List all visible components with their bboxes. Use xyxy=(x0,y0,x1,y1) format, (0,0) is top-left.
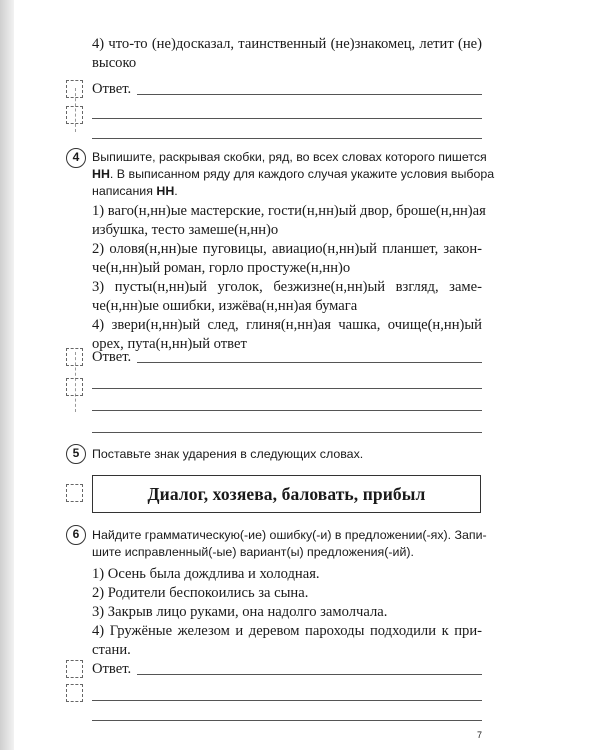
task6-instruction-line2: шите исправленный(-ые) вариант(ы) предложения(-ий). xyxy=(92,545,414,559)
task6-sentence: стани. xyxy=(92,642,131,658)
score-box[interactable] xyxy=(66,348,83,366)
task4-instruction-line1: Выпишите, раскрывая скобки, ряд, во всех словах которого пишется xyxy=(92,150,487,164)
task3-answer-field[interactable] xyxy=(92,80,482,98)
task6-instruction-line1: Найдите грамматическую(-ие) ошибку(-и) в предложении(-ях). Запи- xyxy=(92,528,487,542)
task4-option-line: че(н,нн)ый роман, горло простуже(н,нн)о xyxy=(92,260,351,276)
page-edge xyxy=(0,0,14,750)
task4-option-line: орех, пута(н,нн)ый ответ xyxy=(92,336,247,352)
answer-label: Ответ. xyxy=(92,349,132,365)
task6-sentence: 2) Родители беспокоились за сына. xyxy=(92,585,309,601)
task4-instruction-line2-text: . В выписанном ряду для каждого случая укажите условия выбора xyxy=(109,167,495,181)
score-box[interactable] xyxy=(66,484,83,502)
stress-words-frame xyxy=(92,475,481,513)
score-box[interactable] xyxy=(66,660,83,678)
task4-option-line: 1) ваго(н,нн)ые мастерские, гости(н,нн)ый двор, броше(н,нн)ая xyxy=(92,203,486,219)
task4-instruction-line3-text: написания xyxy=(92,184,157,198)
task4-option-line: 2) оловя(н,нн)ые пуговицы, авиацио(н,нн)ый планшет, закон- xyxy=(92,241,482,257)
task5-instruction: Поставьте знак ударения в следующих словах. xyxy=(92,447,364,461)
bold-nn: НН xyxy=(92,167,110,181)
task4-option-line: че(н,нн)ые ошибки, изжёва(н,нн)ая бумага xyxy=(92,298,358,314)
task4-answer-field[interactable] xyxy=(92,348,482,366)
task3-option4-line2: высоко xyxy=(92,55,137,71)
answer-line xyxy=(137,674,482,675)
answer-line[interactable] xyxy=(92,118,482,119)
task-number-badge: 4 xyxy=(66,148,86,168)
score-box[interactable] xyxy=(66,684,83,702)
task4-instruction-line3 xyxy=(92,182,178,200)
task4-option-line: избушка, тесто замеше(н,нн)о xyxy=(92,222,279,238)
task4-option-line: 3) пусты(н,нн)ый уголок, безжизне(н,нн)ый взгляд, заме- xyxy=(92,279,482,295)
task3-option4-line1: 4) что-то (не)досказал, таинственный (не)знакомец, летит (не) xyxy=(92,36,482,52)
task6-sentence: 4) Гружёные железом и деревом пароходы подходили к при- xyxy=(92,623,482,639)
task4-instruction-line2 xyxy=(92,165,494,183)
answer-line[interactable] xyxy=(92,432,482,433)
stress-words: Диалог, хозяева, баловать, прибыл xyxy=(147,483,426,504)
task-number-badge: 6 xyxy=(66,525,86,545)
answer-line[interactable] xyxy=(92,410,482,411)
answer-line[interactable] xyxy=(92,720,482,721)
score-box[interactable] xyxy=(66,378,83,396)
answer-label: Ответ. xyxy=(92,81,132,97)
answer-line xyxy=(137,94,482,95)
task6-answer-field[interactable] xyxy=(92,660,482,678)
score-box[interactable] xyxy=(66,106,83,124)
score-box[interactable] xyxy=(66,80,83,98)
answer-line[interactable] xyxy=(92,700,482,701)
task6-sentence: 1) Осень была дождлива и холодная. xyxy=(92,566,320,582)
task4-instruction-line3-end: . xyxy=(174,184,178,198)
task-number-badge: 5 xyxy=(66,444,86,464)
answer-line xyxy=(137,362,482,363)
task4-option-line: 4) звери(н,нн)ый след, глиня(н,нн)ая чашка, очище(н,нн)ый xyxy=(92,317,482,333)
answer-line[interactable] xyxy=(92,138,482,139)
answer-line[interactable] xyxy=(92,388,482,389)
page-number: 7 xyxy=(477,730,483,740)
task6-sentence: 3) Закрыв лицо руками, она надолго замолчала. xyxy=(92,604,388,620)
answer-label: Ответ. xyxy=(92,661,132,677)
bold-nn: НН xyxy=(156,184,175,198)
